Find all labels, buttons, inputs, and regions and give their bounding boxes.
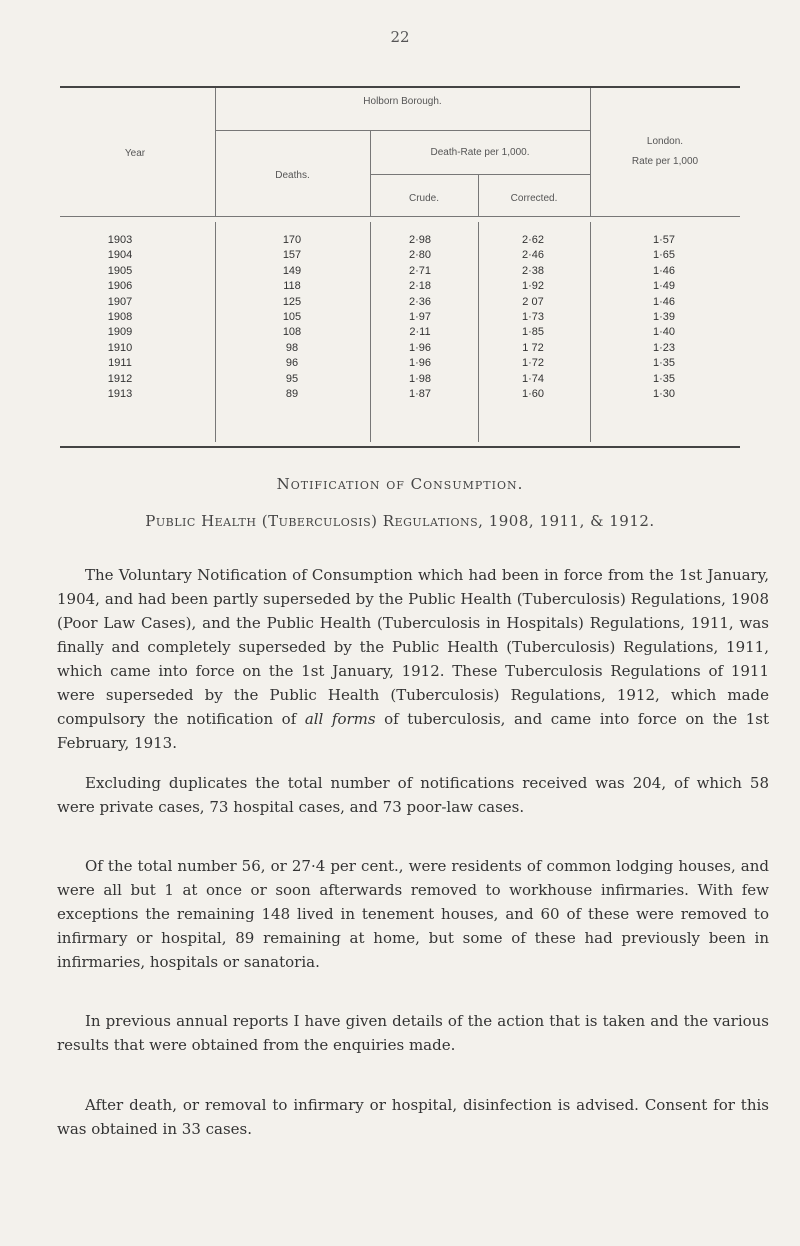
paragraph-4: In previous annual reports I have given details of the action that is taken and the various results that were obtained from the enquiries made. xyxy=(57,1012,769,1054)
table-cell-corrected: 1·74 xyxy=(521,372,545,385)
col-divider xyxy=(478,222,479,442)
paragraph-3: Of the total number 56, or 27·4 per cent., were residents of common lodging houses, and were all but 1 at once or soon afterwards removed to workhouse infirmaries. With few exceptions the remaining 148 lived in tenement houses, and 60 of these were removed to infirmary or hospital, 89 remaining at home, but some of these had previously been in infirmaries, hospitals or sanatoria. xyxy=(57,857,769,971)
table-cell-year: 1913 xyxy=(107,388,133,400)
table-cell-london: 1·46 xyxy=(652,264,676,277)
header-crude: Crude. xyxy=(408,193,439,204)
table-cell-year: 1904 xyxy=(107,249,133,262)
table-cell-deaths: 170 xyxy=(282,234,302,246)
table-cell-deaths: 95 xyxy=(285,372,299,385)
table-cell-deaths: 125 xyxy=(282,295,302,308)
header-holborn: Holborn Borough. xyxy=(363,96,442,107)
table-cell-year: 1909 xyxy=(107,326,133,339)
table-cell-corrected: 1·60 xyxy=(521,388,545,400)
paragraph-1-text-a: The Voluntary Notification of Consumption which had been in force from the 1st January, 1904, and had been partly superseded by the Public Health (Tuberculosis) Regulations, 1908 (Poor Law Cases), and the Public Health (Tuberculosis in Hospitals) Regulations, 1911, was finally and completely superseded by the Public Health (Tuberculosis) Regulations, 1911, which came into force on the 1st January, 1912. These Tuberculosis Regulations of 1911 were superseded by the Public Health (Tuberculosis) Regulations, 1912, which made compulsory the notification of xyxy=(57,566,769,728)
table-cell-deaths: 105 xyxy=(282,311,302,323)
table-cell-london: 1·23 xyxy=(652,341,676,354)
header-death-rate: Death-Rate per 1,000. xyxy=(430,147,530,158)
table-cell-london: 1·35 xyxy=(652,372,676,385)
table-cell-london: 1·65 xyxy=(652,249,676,262)
section-title: Notification of Consumption. xyxy=(276,475,524,493)
table-bottom-rule xyxy=(60,446,740,448)
table-cell-london: 1·30 xyxy=(652,388,676,400)
header-deaths: Deaths. xyxy=(275,170,310,181)
paragraph-1-text-b: of tuberculosis, and came into force on the 1st February, 1913. xyxy=(57,710,769,752)
table-cell-crude: 2·36 xyxy=(408,295,432,308)
table-cell-crude: 2·11 xyxy=(409,326,431,339)
paragraph-5: After death, or removal to infirmary or hospital, disinfection is advised. Consent for this was obtained in 33 cases. xyxy=(57,1096,769,1138)
page-number: 22 xyxy=(390,28,410,46)
table-cell-corrected: 1·73 xyxy=(521,311,545,323)
header-london-rate: Rate per 1,000 xyxy=(631,156,699,167)
table-top-rule xyxy=(60,86,740,88)
table-cell-london: 1·35 xyxy=(652,357,676,370)
table-cell-corrected: 2·38 xyxy=(521,264,545,277)
table-cell-crude: 1·98 xyxy=(408,372,432,385)
table-cell-year: 1903 xyxy=(107,234,133,246)
table-cell-corrected: 1·92 xyxy=(521,280,545,293)
table-cell-crude: 2·18 xyxy=(408,280,432,293)
table-cell-deaths: 108 xyxy=(282,326,302,339)
paragraph-1-emphasis: all forms xyxy=(304,710,376,728)
table-cell-deaths: 89 xyxy=(285,388,299,400)
table-cell-deaths: 157 xyxy=(282,249,302,262)
col-divider xyxy=(215,222,216,442)
table-cell-london: 1·49 xyxy=(652,280,676,293)
table-cell-year: 1908 xyxy=(107,311,133,323)
col-divider xyxy=(215,88,216,216)
table-cell-crude: 1·96 xyxy=(408,341,432,354)
death-rate-underline xyxy=(370,174,590,175)
table-cell-london: 1·40 xyxy=(652,326,676,339)
header-london: London. xyxy=(646,136,684,147)
table-cell-corrected: 2·46 xyxy=(521,249,545,262)
holborn-underline xyxy=(215,130,590,131)
table-cell-corrected: 1 72 xyxy=(522,341,544,354)
col-divider xyxy=(590,222,591,442)
table-cell-deaths: 149 xyxy=(282,264,302,277)
col-divider xyxy=(590,88,591,216)
table-cell-year: 1905 xyxy=(107,264,133,277)
table-cell-london: 1·57 xyxy=(652,234,676,246)
table-cell-corrected: 2 07 xyxy=(522,295,544,308)
table-cell-year: 1907 xyxy=(107,295,133,308)
paragraph-1 xyxy=(57,563,769,755)
paragraph-2: Excluding duplicates the total number of notifications received was 204, of which 58 were private cases, 73 hospital cases, and 73 poor-law cases. xyxy=(57,774,769,816)
table-cell-corrected: 2·62 xyxy=(521,234,545,246)
table-cell-london: 1·39 xyxy=(652,311,676,323)
table-cell-crude: 2·98 xyxy=(408,234,432,246)
table-cell-year: 1910 xyxy=(107,341,133,354)
table-cell-corrected: 1·72 xyxy=(521,357,545,370)
table-cell-corrected: 1·85 xyxy=(521,326,545,339)
table-cell-year: 1911 xyxy=(108,357,132,370)
table-cell-crude: 2·71 xyxy=(408,264,432,277)
table-cell-london: 1·46 xyxy=(652,295,676,308)
table-cell-year: 1906 xyxy=(107,280,133,293)
header-corrected: Corrected. xyxy=(510,193,558,204)
table-cell-year: 1912 xyxy=(107,372,133,385)
table-cell-deaths: 96 xyxy=(285,357,299,370)
table-cell-crude: 2·80 xyxy=(408,249,432,262)
table-cell-deaths: 98 xyxy=(285,341,299,354)
col-divider xyxy=(478,175,479,216)
col-divider xyxy=(370,222,371,442)
header-bottom-rule xyxy=(60,216,740,217)
table-cell-crude: 1·96 xyxy=(408,357,432,370)
table-cell-crude: 1·87 xyxy=(408,388,432,400)
table-cell-crude: 1·97 xyxy=(408,311,432,323)
header-year: Year xyxy=(124,148,146,159)
table-cell-deaths: 118 xyxy=(283,280,301,293)
col-divider xyxy=(370,131,371,216)
subtitle: Public Health (Tuberculosis) Regulations, 1908, 1911, & 1912. xyxy=(145,512,655,530)
